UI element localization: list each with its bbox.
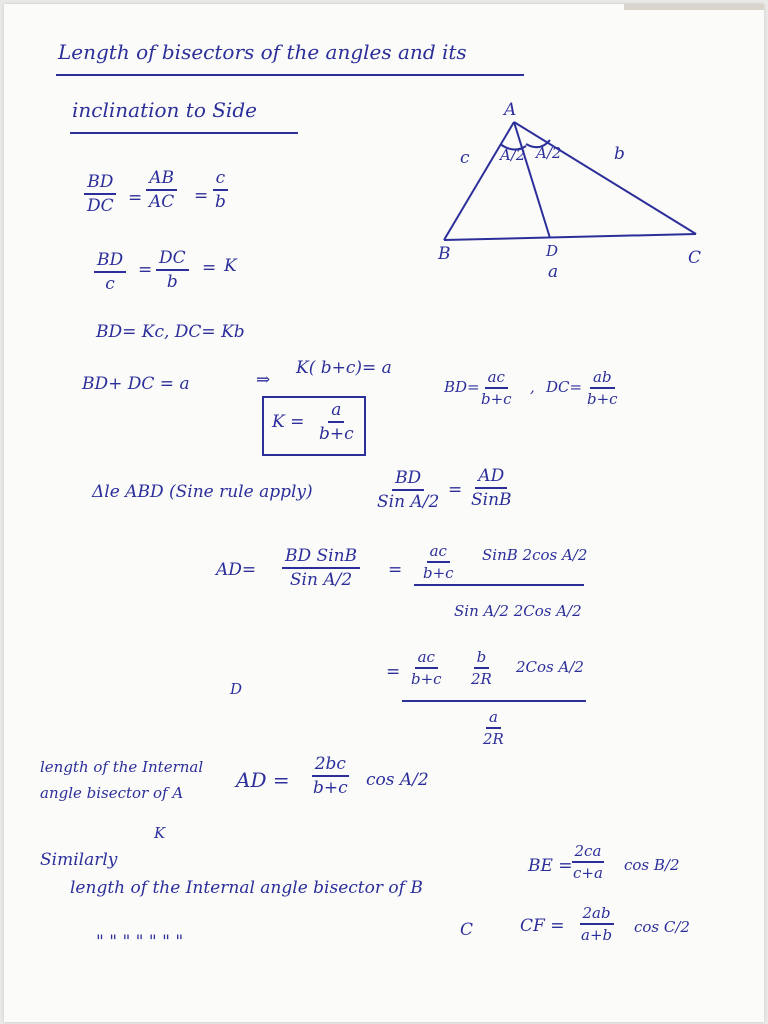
k-lhs: K = xyxy=(272,412,305,432)
title-line-2: inclination to Side xyxy=(72,98,257,122)
internal-bisector-label-2: angle bisector of A xyxy=(40,784,184,802)
vertex-b-label: B xyxy=(438,244,451,264)
fraction-2ca-over-ca: $\frac{2ca}{c+a}$ xyxy=(573,842,603,882)
cos-half-a: cos A/2 xyxy=(366,770,429,790)
implies-arrow: ⇒ xyxy=(256,370,271,390)
fraction-2bc-over-bc: $\frac{2bc}{b+c}$ xyxy=(313,754,348,798)
side-ac xyxy=(514,122,696,234)
title-line-1: Length of bisectors of the angles and its xyxy=(58,40,467,64)
equals-sign: = xyxy=(128,188,143,208)
bd-lhs: BD= xyxy=(444,378,480,396)
half-angle-right-label: A/2 xyxy=(536,144,562,162)
ad-final-lhs: AD = xyxy=(236,768,290,792)
side-c-label: c xyxy=(460,148,470,168)
bd-plus-dc: BD+ DC = a xyxy=(82,374,190,394)
equals-sign: = xyxy=(202,258,217,278)
side-bc xyxy=(444,234,696,240)
stray-k-mark: K xyxy=(154,824,166,842)
fraction-bd-dc: $\frac{BD}{DC}$ xyxy=(84,172,117,216)
fraction-dc-b: $\frac{DC}{b}$ xyxy=(156,248,189,292)
fraction-a-over-bc: $\frac{a}{b+c}$ xyxy=(319,400,354,444)
ditto-marks: " " " " " " " xyxy=(96,932,184,952)
vertex-c-ref: C xyxy=(460,920,474,940)
comma-separator: , xyxy=(530,378,535,396)
ad-lhs: AD= xyxy=(216,560,257,580)
side-a-label: a xyxy=(548,262,559,282)
fraction-bar xyxy=(402,700,586,702)
equals-sign: = xyxy=(386,662,401,682)
constant-k: K xyxy=(224,256,237,276)
fraction-ab-ac: $\frac{AB}{AC}$ xyxy=(146,168,177,212)
side-ab xyxy=(444,122,514,240)
sine-rule-label: Δle ABD (Sine rule apply) xyxy=(92,482,313,502)
bisector-ad xyxy=(514,122,550,238)
stray-d-mark: D xyxy=(230,680,243,698)
fraction-b-over-2r: $\frac{b}{2R}$ xyxy=(471,648,492,688)
cf-lhs: CF = xyxy=(520,916,565,936)
equals-sign: = xyxy=(194,186,209,206)
equals-sign: = xyxy=(448,480,463,500)
fraction-ac-over-bc: $\frac{ac}{b+c}$ xyxy=(423,542,454,582)
fraction-c-b: $\frac{c}{b}$ xyxy=(212,168,229,212)
numerator-rest: SinB 2cos A/2 xyxy=(482,546,588,564)
bd-dc-in-k: BD= Kc, DC= Kb xyxy=(96,322,245,342)
fraction-2ab-over-ab: $\frac{2ab}{a+b}$ xyxy=(581,904,613,944)
denominator-sin-cos: Sin A/2 2Cos A/2 xyxy=(454,602,582,620)
be-description: length of the Internal angle bisector of B xyxy=(70,878,423,898)
side-b-label: b xyxy=(614,144,625,164)
foot-d-label: D xyxy=(546,242,559,260)
fraction-bar xyxy=(414,584,584,586)
fraction-ab-over-bc: $\frac{ab}{b+c}$ xyxy=(587,368,618,408)
cos-term: 2Cos A/2 xyxy=(516,658,584,676)
cos-half-b: cos B/2 xyxy=(624,856,680,874)
fraction-bd-c: $\frac{BD}{c}$ xyxy=(94,250,126,294)
be-lhs: BE = xyxy=(528,856,573,876)
notebook-page xyxy=(4,4,764,1022)
equals-sign: = xyxy=(388,560,403,580)
vertex-a-label: A xyxy=(504,100,517,120)
fraction-a-over-2r: $\frac{a}{2R}$ xyxy=(483,708,504,748)
internal-bisector-label-1: length of the Internal xyxy=(40,758,204,776)
fraction-ad-over-sinb: AD SinB xyxy=(471,466,512,510)
k-equation: K( b+c)= a xyxy=(296,358,392,378)
similarly-label: Similarly xyxy=(40,850,118,870)
vertex-c-label: C xyxy=(688,248,702,268)
fraction-bdsinb-over-sin: BD SinB Sin A/2 xyxy=(282,546,360,590)
fraction-bd-over-sin: BD Sin A/2 xyxy=(377,468,440,512)
cos-half-c: cos C/2 xyxy=(634,918,690,936)
half-angle-left-label: A/2 xyxy=(500,146,526,164)
dc-lhs: DC= xyxy=(546,378,583,396)
fraction-ac-over-bc: $\frac{ac}{b+c}$ xyxy=(481,368,512,408)
equals-sign: = xyxy=(138,260,153,280)
fraction-ac-over-bc: $\frac{ac}{b+c}$ xyxy=(411,648,442,688)
